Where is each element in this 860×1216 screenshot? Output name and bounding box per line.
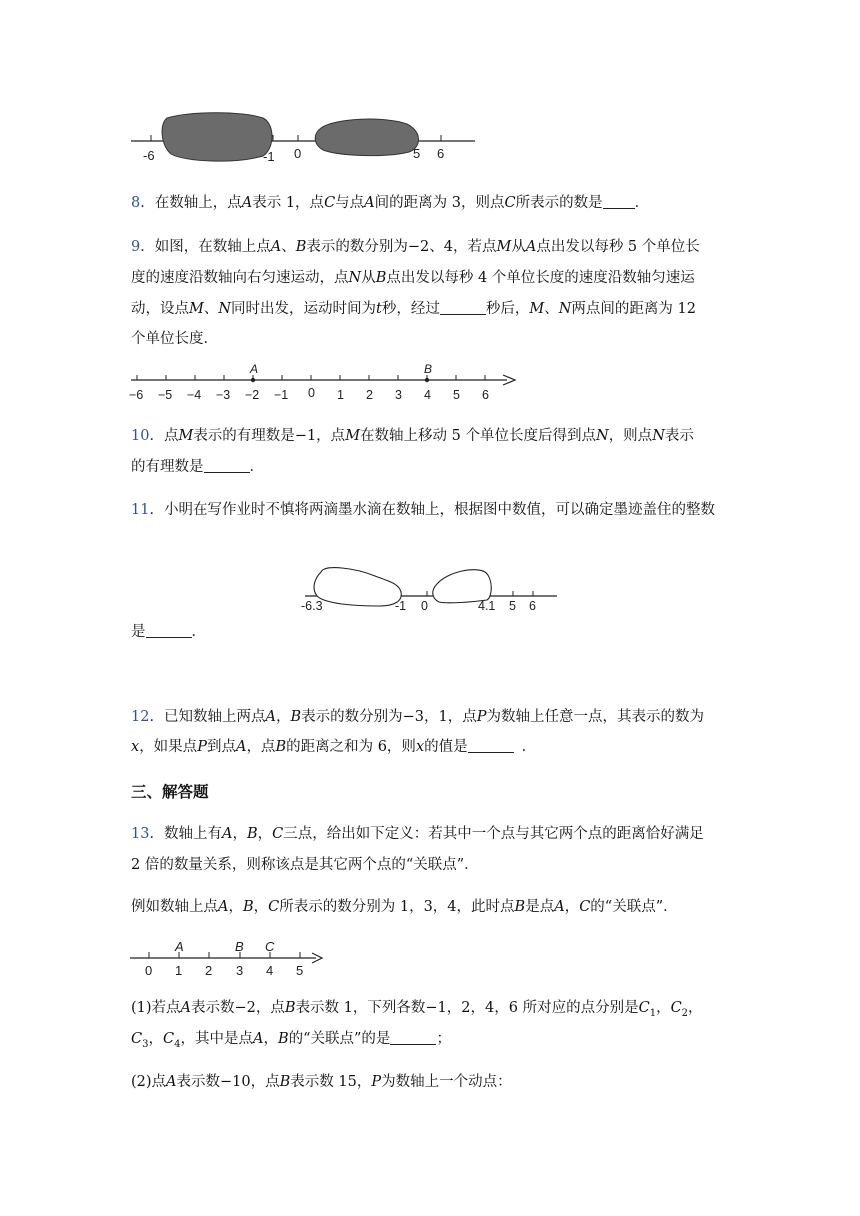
question-9-line-3 [131, 299, 696, 319]
answer-blank[interactable] [390, 1030, 436, 1045]
var-m: M [345, 428, 361, 444]
text: ， [148, 1031, 163, 1047]
question-number: 12 [131, 709, 150, 725]
var-a: A [235, 739, 247, 755]
tick-label: 3 [236, 963, 244, 978]
text: 与点 [335, 195, 365, 211]
section-title: 三、解答题 [131, 783, 209, 801]
text: 秒，经过 [381, 301, 440, 317]
text: 在数轴上移动 5 个单位长度后得到点 [360, 428, 596, 444]
text: ．点 [149, 428, 179, 444]
text: 2 倍的数量关系，则称该点是其它两个点的“关联点”． [131, 857, 479, 873]
var-p: P [371, 1074, 382, 1090]
question-13-part-1-line-2 [131, 1029, 451, 1055]
text: −1，点 [294, 428, 346, 444]
var-a: A [180, 1000, 192, 1016]
subscript: 3 [142, 1038, 149, 1050]
var-n: N [218, 301, 232, 317]
question-13-line-1 [131, 824, 704, 844]
text: 例如数轴上点 [131, 899, 218, 915]
point-b-dot [425, 378, 429, 382]
var-a: A [270, 239, 282, 255]
var-b: B [295, 239, 307, 255]
text: 、 [281, 239, 296, 255]
label-4-1: 4.1 [478, 599, 496, 613]
answer-blank[interactable] [440, 300, 486, 315]
tick-label: −5 [158, 388, 173, 402]
answer-blank[interactable] [468, 738, 514, 753]
text: 为数轴上一个动点： [381, 1074, 512, 1090]
var-m: M [189, 301, 204, 317]
tick-label: −1 [274, 388, 289, 402]
var-n: N [558, 301, 572, 317]
answer-blank[interactable] [204, 458, 250, 473]
label-5: 5 [509, 599, 516, 613]
point-a-dot [251, 378, 255, 382]
var-c: C [579, 899, 591, 915]
text: ， [688, 1000, 703, 1016]
text: ， [253, 899, 269, 915]
var-a: A [252, 1031, 264, 1047]
var-n: N [652, 428, 665, 444]
question-12-line-2 [131, 737, 536, 757]
var-c2: C [670, 1000, 682, 1016]
text: 度的速度沿数轴向右匀速运动，点 [131, 270, 349, 286]
text: 从 [511, 239, 526, 255]
text: 的“关联点”． [590, 899, 678, 915]
tick-label: −3 [216, 388, 231, 402]
question-10-line-1 [131, 426, 694, 446]
var-n: N [596, 428, 609, 444]
var-a: A [364, 195, 375, 211]
question-number: 11 [131, 502, 150, 518]
tick-label: 6 [482, 388, 489, 402]
question-13-part-2 [131, 1072, 512, 1092]
var-c: C [504, 195, 516, 211]
tick-label: 1 [337, 388, 344, 402]
label-neg6-3: -6.3 [301, 599, 323, 613]
question-number: 9 [131, 239, 141, 255]
text: ．数轴上有 [149, 826, 222, 842]
var-c: C [268, 899, 280, 915]
var-a: A [218, 899, 229, 915]
question-9-line-1 [131, 237, 700, 257]
text: 表示数 [176, 1074, 221, 1090]
var-b: B [284, 1000, 296, 1016]
text: 表示的有理数是 [193, 428, 295, 444]
text: 的“关联点”的是 [288, 1031, 391, 1047]
var-n: N [348, 270, 362, 286]
text: 、 [544, 301, 559, 317]
text: ．在数轴上，点 [140, 195, 242, 211]
tick-labels [145, 963, 303, 978]
tick-label: 5 [453, 388, 460, 402]
var-b: B [514, 899, 526, 915]
var-x: x [131, 739, 140, 755]
text: 动，设点 [131, 301, 189, 317]
text: 的距离之和为 6，则 [286, 739, 416, 755]
tick-label: 5 [296, 963, 304, 978]
text: ， [257, 826, 273, 842]
text: ． [634, 195, 650, 211]
text: 表示 1，点 [252, 195, 325, 211]
subscript: 4 [174, 1038, 181, 1050]
var-p: P [476, 709, 487, 725]
var-a: A [166, 1074, 177, 1090]
text: −10，点 [220, 1074, 280, 1090]
text: ，点 [246, 739, 276, 755]
text: ． [521, 739, 537, 755]
text: ， [263, 1031, 278, 1047]
var-c3: C [131, 1031, 143, 1047]
text: 的值是 [424, 739, 468, 755]
text: 表示的数分别为 [301, 709, 403, 725]
text: 点出发以每秒 4 个单位长度的速度沿数轴匀速运 [386, 270, 695, 286]
point-a-label: A [250, 362, 259, 376]
question-11-line-2 [131, 622, 206, 642]
question-13-part-1-line-1 [131, 998, 703, 1024]
text: ．小明在写作业时不慎将两滴墨水滴在数轴上，根据图中数值，可以确定墨迹盖住的整数 [149, 502, 715, 518]
var-c1: C [638, 1000, 650, 1016]
var-p: P [197, 739, 207, 755]
label-6: 6 [437, 146, 445, 161]
tick-marks [137, 375, 485, 380]
tick-label: 1 [175, 963, 183, 978]
question-13-line-2 [131, 855, 479, 875]
var-a: A [525, 239, 537, 255]
tick-label: 4 [424, 388, 431, 402]
question-9-line-4 [131, 329, 218, 349]
tick-label: 0 [145, 963, 153, 978]
text: 表示数 1，下列各数 [295, 1000, 426, 1016]
var-c4: C [162, 1031, 175, 1047]
var-m: M [496, 239, 512, 255]
var-c: C [272, 826, 284, 842]
point-b-label: B [424, 362, 433, 376]
ink-blot-outline-right [433, 570, 492, 603]
question-number: 13 [131, 826, 150, 842]
text: ．如图，在数轴上点 [140, 239, 271, 255]
number-line-ink-figure-top [125, 108, 485, 168]
part-label: (1) [131, 1000, 152, 1016]
label-0: 0 [421, 599, 428, 613]
ink-blot-left [162, 113, 272, 161]
text: −2，点 [234, 1000, 285, 1016]
var-m: M [178, 428, 194, 444]
var-b: B [246, 826, 258, 842]
number-line-q13 [128, 938, 328, 980]
text: −1，2，4，6 所对应的点分别是 [425, 1000, 639, 1016]
text: 点出发以每秒 5 个单位长 [536, 239, 700, 255]
number-line-q9 [125, 360, 525, 406]
text: 所表示的数是 [515, 195, 603, 211]
text: ，则点 [608, 428, 653, 444]
part-label: (2) [131, 1074, 152, 1090]
tick-marks [149, 952, 300, 958]
var-t: t [376, 301, 382, 317]
text: ． [191, 624, 206, 640]
text: 表示的数分别为 [306, 239, 408, 255]
text: 点 [151, 1074, 167, 1090]
var-c: C [324, 195, 336, 211]
number-line-q11 [295, 562, 565, 614]
text: ， [228, 899, 243, 915]
label-neg1: -1 [263, 149, 275, 164]
var-m: M [529, 301, 545, 317]
var-b: B [279, 1074, 291, 1090]
text: ， [564, 899, 580, 915]
text: 个单位长度． [131, 331, 218, 347]
text: 为数轴上任意一点，其表示的数为 [486, 709, 704, 725]
ink-blot-right [315, 119, 418, 156]
label-neg1: -1 [395, 599, 407, 613]
text: 秒后， [485, 301, 530, 317]
question-8 [131, 193, 649, 213]
question-12-line-1 [131, 707, 704, 727]
text: −3，1，点 [402, 709, 477, 725]
text: 表示数 15， [290, 1074, 372, 1090]
var-x: x [415, 739, 425, 755]
var-a: A [265, 709, 276, 725]
text: 、 [203, 301, 219, 317]
var-b: B [275, 739, 287, 755]
tick-label: 0 [308, 386, 315, 400]
tick-label: 2 [366, 388, 373, 402]
tick-labels [129, 386, 489, 402]
var-b: B [277, 1031, 289, 1047]
question-number: 8 [131, 195, 141, 211]
text: ，其中是点 [180, 1031, 253, 1047]
text: 表示数 [191, 1000, 235, 1016]
question-11-line-1 [131, 500, 715, 520]
question-9-line-2 [131, 268, 695, 288]
text: 是点 [525, 899, 555, 915]
answer-blank[interactable] [146, 623, 192, 638]
tick-label: 4 [266, 963, 274, 978]
subscript: 1 [649, 1007, 657, 1019]
point-a-label: A [175, 939, 184, 954]
point-c-label: C [265, 939, 275, 954]
text: ． [249, 459, 264, 475]
text: ， [656, 1000, 671, 1016]
tick-label: 2 [205, 963, 213, 978]
text: 表示 [664, 428, 694, 444]
point-b-label: B [235, 939, 244, 954]
var-a: A [554, 899, 565, 915]
text: ； [436, 1031, 451, 1047]
subscript: 2 [681, 1007, 689, 1019]
text: ， [275, 709, 291, 725]
text: 从 [361, 270, 376, 286]
label-neg6: -6 [143, 148, 155, 163]
answer-blank[interactable] [603, 194, 635, 209]
text: ，如果点 [139, 739, 198, 755]
var-b: B [290, 709, 302, 725]
question-10-line-2 [131, 457, 264, 477]
tick-label: −6 [129, 388, 144, 402]
question-number: 10 [131, 428, 150, 444]
label-5: 5 [413, 146, 421, 161]
label-6: 6 [529, 599, 536, 613]
text: −2、4，若点 [407, 239, 497, 255]
label-0: 0 [294, 146, 302, 161]
text: 是 [131, 624, 146, 640]
text: 所表示的数分别为 1，3，4，此时点 [279, 899, 515, 915]
var-b: B [242, 899, 254, 915]
tick-label: 3 [395, 388, 402, 402]
var-b: B [375, 270, 387, 286]
text: 到点 [206, 739, 236, 755]
text: 两点间的距离为 12 [571, 301, 696, 317]
text: 间的距离为 3，则点 [374, 195, 505, 211]
tick-label: −2 [245, 388, 260, 402]
text: 三点，给出如下定义：若其中一个点与其它两个点的距离恰好满足 [283, 826, 704, 842]
text: 的有理数是 [131, 459, 204, 475]
var-a: A [221, 826, 233, 842]
var-a: A [241, 195, 253, 211]
tick-label: −4 [187, 388, 202, 402]
question-13-example [131, 897, 678, 917]
text: ， [232, 826, 247, 842]
text: ．已知数轴上两点 [149, 709, 266, 725]
ink-blot-outline-left [314, 568, 401, 606]
text: 同时出发，运动时间为 [231, 301, 377, 317]
text: 若点 [151, 1000, 181, 1016]
